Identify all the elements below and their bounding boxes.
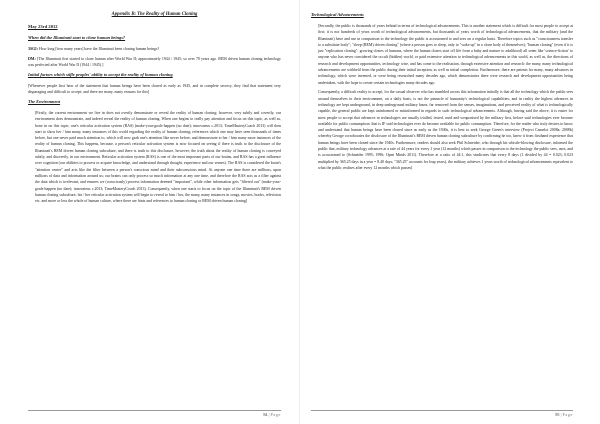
- answer-speaker-label: DM:: [28, 56, 36, 61]
- footer-separator: |: [268, 412, 270, 417]
- left-page-word: Page: [270, 412, 281, 417]
- left-page-number: 84: [263, 412, 268, 417]
- entry-date: May 23rd 2012: [28, 24, 58, 30]
- left-page-footer: [28, 410, 281, 418]
- subheading-question: When did the Illuminati start to clone human beings?: [28, 35, 126, 41]
- initial-factors-heading: Initial factors which stifle peoples' ability to accept the reality of human cloning: [28, 71, 173, 77]
- environment-heading: The Environment: [28, 98, 61, 104]
- question-paragraph: [28, 46, 281, 52]
- answer-paragraph: [28, 56, 281, 69]
- right-page-content: [311, 12, 573, 175]
- right-page-word: Page: [562, 412, 573, 417]
- right-page: [300, 0, 600, 424]
- question-text: How long [how many years] have the Illuminati been cloning human beings?: [38, 47, 160, 52]
- initial-factors-paragraph: [Whenever people first hear of the statement that human beings have been cloned as early as 1945, and in complete secrecy, they find that statement very disparaging and difficult to accept; and there are many, many reasons for this]: [28, 83, 281, 95]
- tech-paragraph-2: Consequently, a difficult reality to accept, for the casual observer who has stumbled across this information initially is that all the technology which the public sees around themselves in their environment, on a daily basis, is not the pinnacle of humanity's technological capabilities; and in reality the highest advances in technology are kept underground, in deep underground military bases, far removed from the senses, imaginations, and perceived reality of what is technologically capable, the general public are kept uninformed or misinformed in regards to such technological advancements. Although, having said the above, it is easier for most people to accept that advances in technologies are usually trialled, tested, used and weaponised by the military first, before said technologies ever become available for public consumption: that is IF said technologies ever do become available for public consumption. Therefore, for the reader who truly desires to know and understand that human beings have been cloned since as early as the 1940s, it is best to seek George Green's interview (Project Camelot 2008a; 2008b) whereby George corroborates the disclosure of the Illuminati's REM driven human cloning subculture by confirming he too, knew it from firsthand experience that human beings have been cloned since the 1940s. Furthermore, readers should also seek Phil Schneider, who through his whistle-blowing disclosure, informed the public that, military technology advances at a rate of 44 years for every 1 year (12 months) which passes in comparison to the technology the public sees, uses, and is accustomed to (Schneider 1995; 1996; Open Minds 2011). Therefore at a ratio of 44:1, this vindicates that every 8 days (1 divided by 44 = 0.023; 0.023 multiplied by 365.25 days in a year = 8.40 days; "365.25" accounts for leap years), the military achieves 1 years worth of technological advancements equivalent to what the public realises after every 12 months which passes]: [318, 90, 573, 170]
- left-page-content: [28, 12, 281, 208]
- right-page-footer: [311, 410, 573, 418]
- appendix-title: Appendix B: The Reality of Human Cloning: [111, 12, 198, 17]
- question-speaker-label: 3SGI:: [28, 47, 38, 52]
- environment-paragraph: [Firstly, the current environment we live in does not overtly demonstrate or reveal the reality of human cloning; however, very subtly and covertly, our environment does demonstrate, and indeed reveal the reality of human cloning. When one begins to really pay attention and focus on this topic, as well as, hone in on this topic; one's reticular activation system (RAS) (make-your-goals-happen (no date); innovateus c.2013; TimeMasteryCoach 2013) will then start to show her / him many, many instances of this world regarding the reality of human cloning; references which one may have seen thousands of times before, but one never paid much attention to, which will now grab one's attention like never before, and demonstrate to her / him many more instances of the reality of human cloning. This happens, because, a person's reticular activation system is now focused on seeing if there is truth to the disclosure of the Illuminati's REM driven human cloning subculture, and there is truth to this disclosure, however; the truth about the reality of human cloning is conveyed subtly, and discreetly, in our environment. Reticular activation system (RAS) is one of the most important parts of our brains, and RAS has a great influence over cognition (our abilities to process or acquire knowledge, and understand through thought, experience and our senses). The RAS is considered the brain's "attention center" and acts like the filter between a person's conscious mind and their subconscious mind. At anyone one time there are millions, upon millions of data and information around us; our brains can only process so much information at any one time, and therefore the RAS acts as a filter against the data which is irrelevant, and ensures we (consciously) process information deemed "important", while other information gets "filtered out" (make-your-goals-happen (no date); innovateus c.2013; TimeMasteryCoach 2013). Consequently, when one starts to focus on the topic of the Illuminati's REM driven human cloning subculture, his / her reticular activation system will begin to reveal to him / her, the many, many instances in songs, movies, books, television etc. and more or less the whole of human culture, where there are hints and references to human cloning or REM driven human cloning]: [35, 110, 281, 204]
- tech-paragraph-1: [Secondly, the public is thousands of years behind in terms of technological advancements. This is another statement which is difficult for most people to accept at first; it is not hundreds of years worth of technological advancements, but thousands of years worth of technological advancements, that the military (and the Illuminati) have and use in comparison to the technology the public is accustomed to and sees on a regular basis. Therefore topics such as "consciousness transfer to a substitute body"; "sleep (REM) driven cloning" (where a person goes to sleep, only to "wake up" in a clone body of themselves); "human cloning" (even if it is just "replication cloning": growing clones of humans, where the human clones start off life from a baby and mature to adulthood) all seem like 'science-fiction' to anyone who has never considered the occult (hidden) world, or paid extensive attention to technological advancements in this world, as well as, the directions of research and development opportunities, technology wise, and has come to the realisation, through extensive attention and research: the many, many technological advancements are withheld from the public during their initial inception, as well as initial completion. Furthermore, there are patents for many, many advances in technology, which were invented, or were being researched many decades ago, which demonstrates there were research and development opportunities being undertaken, with the hope to create certain technologies many decades ago.: [318, 24, 573, 85]
- tech-advancements-heading: Technological Advancements: [311, 12, 364, 17]
- answer-text: [The Illuminati first started to clone human after World War II; approximately 1944 / 1945; so over 70 years ago. REM driven human cloning technology was perfected after World War II (1944 / 1945).]: [28, 56, 281, 68]
- footer-separator: |: [560, 412, 562, 417]
- right-page-number: 85: [555, 412, 560, 417]
